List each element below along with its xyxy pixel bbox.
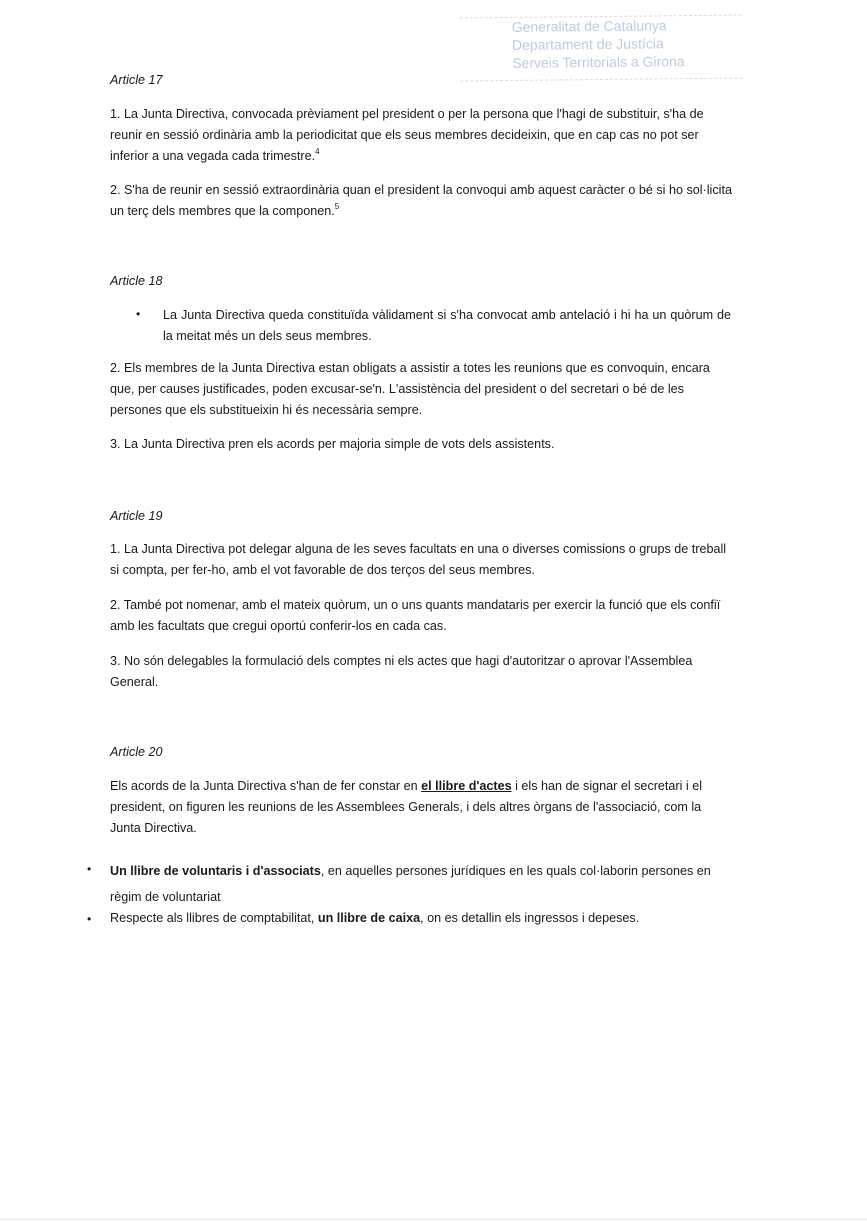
list-item [110, 908, 735, 929]
paragraph-text: Els acords de la Junta Directiva s'han de fer constar en [110, 779, 422, 793]
list-item-text: Respecte als llibres de comptabilitat, [110, 911, 318, 925]
article-17-paragraph-2 [110, 180, 735, 222]
article-20-heading: Article 20 [110, 745, 163, 759]
article-19-heading: Article 19 [110, 509, 163, 523]
list-item-bold: Un llibre de voluntaris i d'associats [110, 864, 321, 878]
article-17-paragraph-1 [110, 104, 735, 167]
bullet-marker: • [87, 862, 92, 876]
article-17-heading: Article 17 [110, 73, 163, 87]
list-item-text: , en aquelles persones jurídiques en les quals col·laborin persones en règim de voluntariat [110, 864, 711, 904]
llibre-actes-emphasis: el llibre d'actes [421, 779, 512, 793]
stamp-line: Generalitat de Catalunya [511, 17, 667, 35]
page-bottom-edge [0, 1219, 867, 1220]
stamp-line: Serveis Territorials a Girona [512, 53, 685, 71]
article-20-paragraph [110, 776, 735, 839]
footnote-ref: 5 [334, 202, 340, 211]
article-18-bullet: La Junta Directiva queda constituïda vàlidament si s'ha convocat amb antelació i hi ha un quòrum de la meitat més un dels seus membres. [163, 308, 731, 343]
article-19-paragraph-2: 2. També pot nomenar, amb el mateix quòrum, un o uns quants mandataris per exercir la funció que els confiï amb les facultats que cregui oportú conferir-los en cada cas. [110, 598, 721, 633]
list-item-bold: un llibre de caixa [317, 911, 421, 925]
bullet-marker: • [136, 307, 141, 321]
paragraph-text: i els han de signar el secretari i el president, on figuren les reunions de les Assemblees Generals, i dels altres òrgans de l'associació, com la Junta Directiva. [110, 779, 703, 835]
list-item [110, 858, 735, 910]
article-18-paragraph-2: 2. Els membres de la Junta Directiva estan obligats a assistir a totes les reunions que es convoquin, encara que, per causes justificades, poden excusar-se'n. L'assistència del president o del secretari o bé de les persones que els substitueixin hi és necessària sempre. [110, 361, 710, 417]
article-19-paragraph-1: 1. La Junta Directiva pot delegar alguna de les seves facultats en una o diverses comissions o grups de treball si compta, per fer-ho, amb el vot favorable de dos terços del seus membres. [110, 542, 727, 577]
paragraph-text: 2. S'ha de reunir en sessió extraordinària quan el president la convoqui amb aquest caràcter o bé si ho sol·licita un terç dels membres que la componen. [110, 183, 732, 218]
list-item-text: , on es detallin els ingressos i depeses. [420, 911, 640, 925]
paragraph-text: 1. La Junta Directiva, convocada prèviament pel president o per la persona que l'hagi de substituir, s'ha de reunir en sessió ordinària amb la periodicitat que els seus membres decideixin, que en cap cas no pot ser inferior a una vegada cada trimestre. [110, 107, 704, 163]
article-19-paragraph-3: 3. No són delegables la formulació dels comptes ni els actes que hagi d'autoritzar o aprovar l'Assemblea General. [110, 654, 693, 689]
article-18-heading: Article 18 [110, 274, 163, 288]
stamp-line: Departament de Justícia [511, 35, 664, 53]
bullet-marker: • [87, 912, 92, 926]
article-18-paragraph-3: 3. La Junta Directiva pren els acords per majoria simple de vots dels assistents. [110, 437, 555, 451]
footnote-ref: 4 [315, 147, 320, 156]
